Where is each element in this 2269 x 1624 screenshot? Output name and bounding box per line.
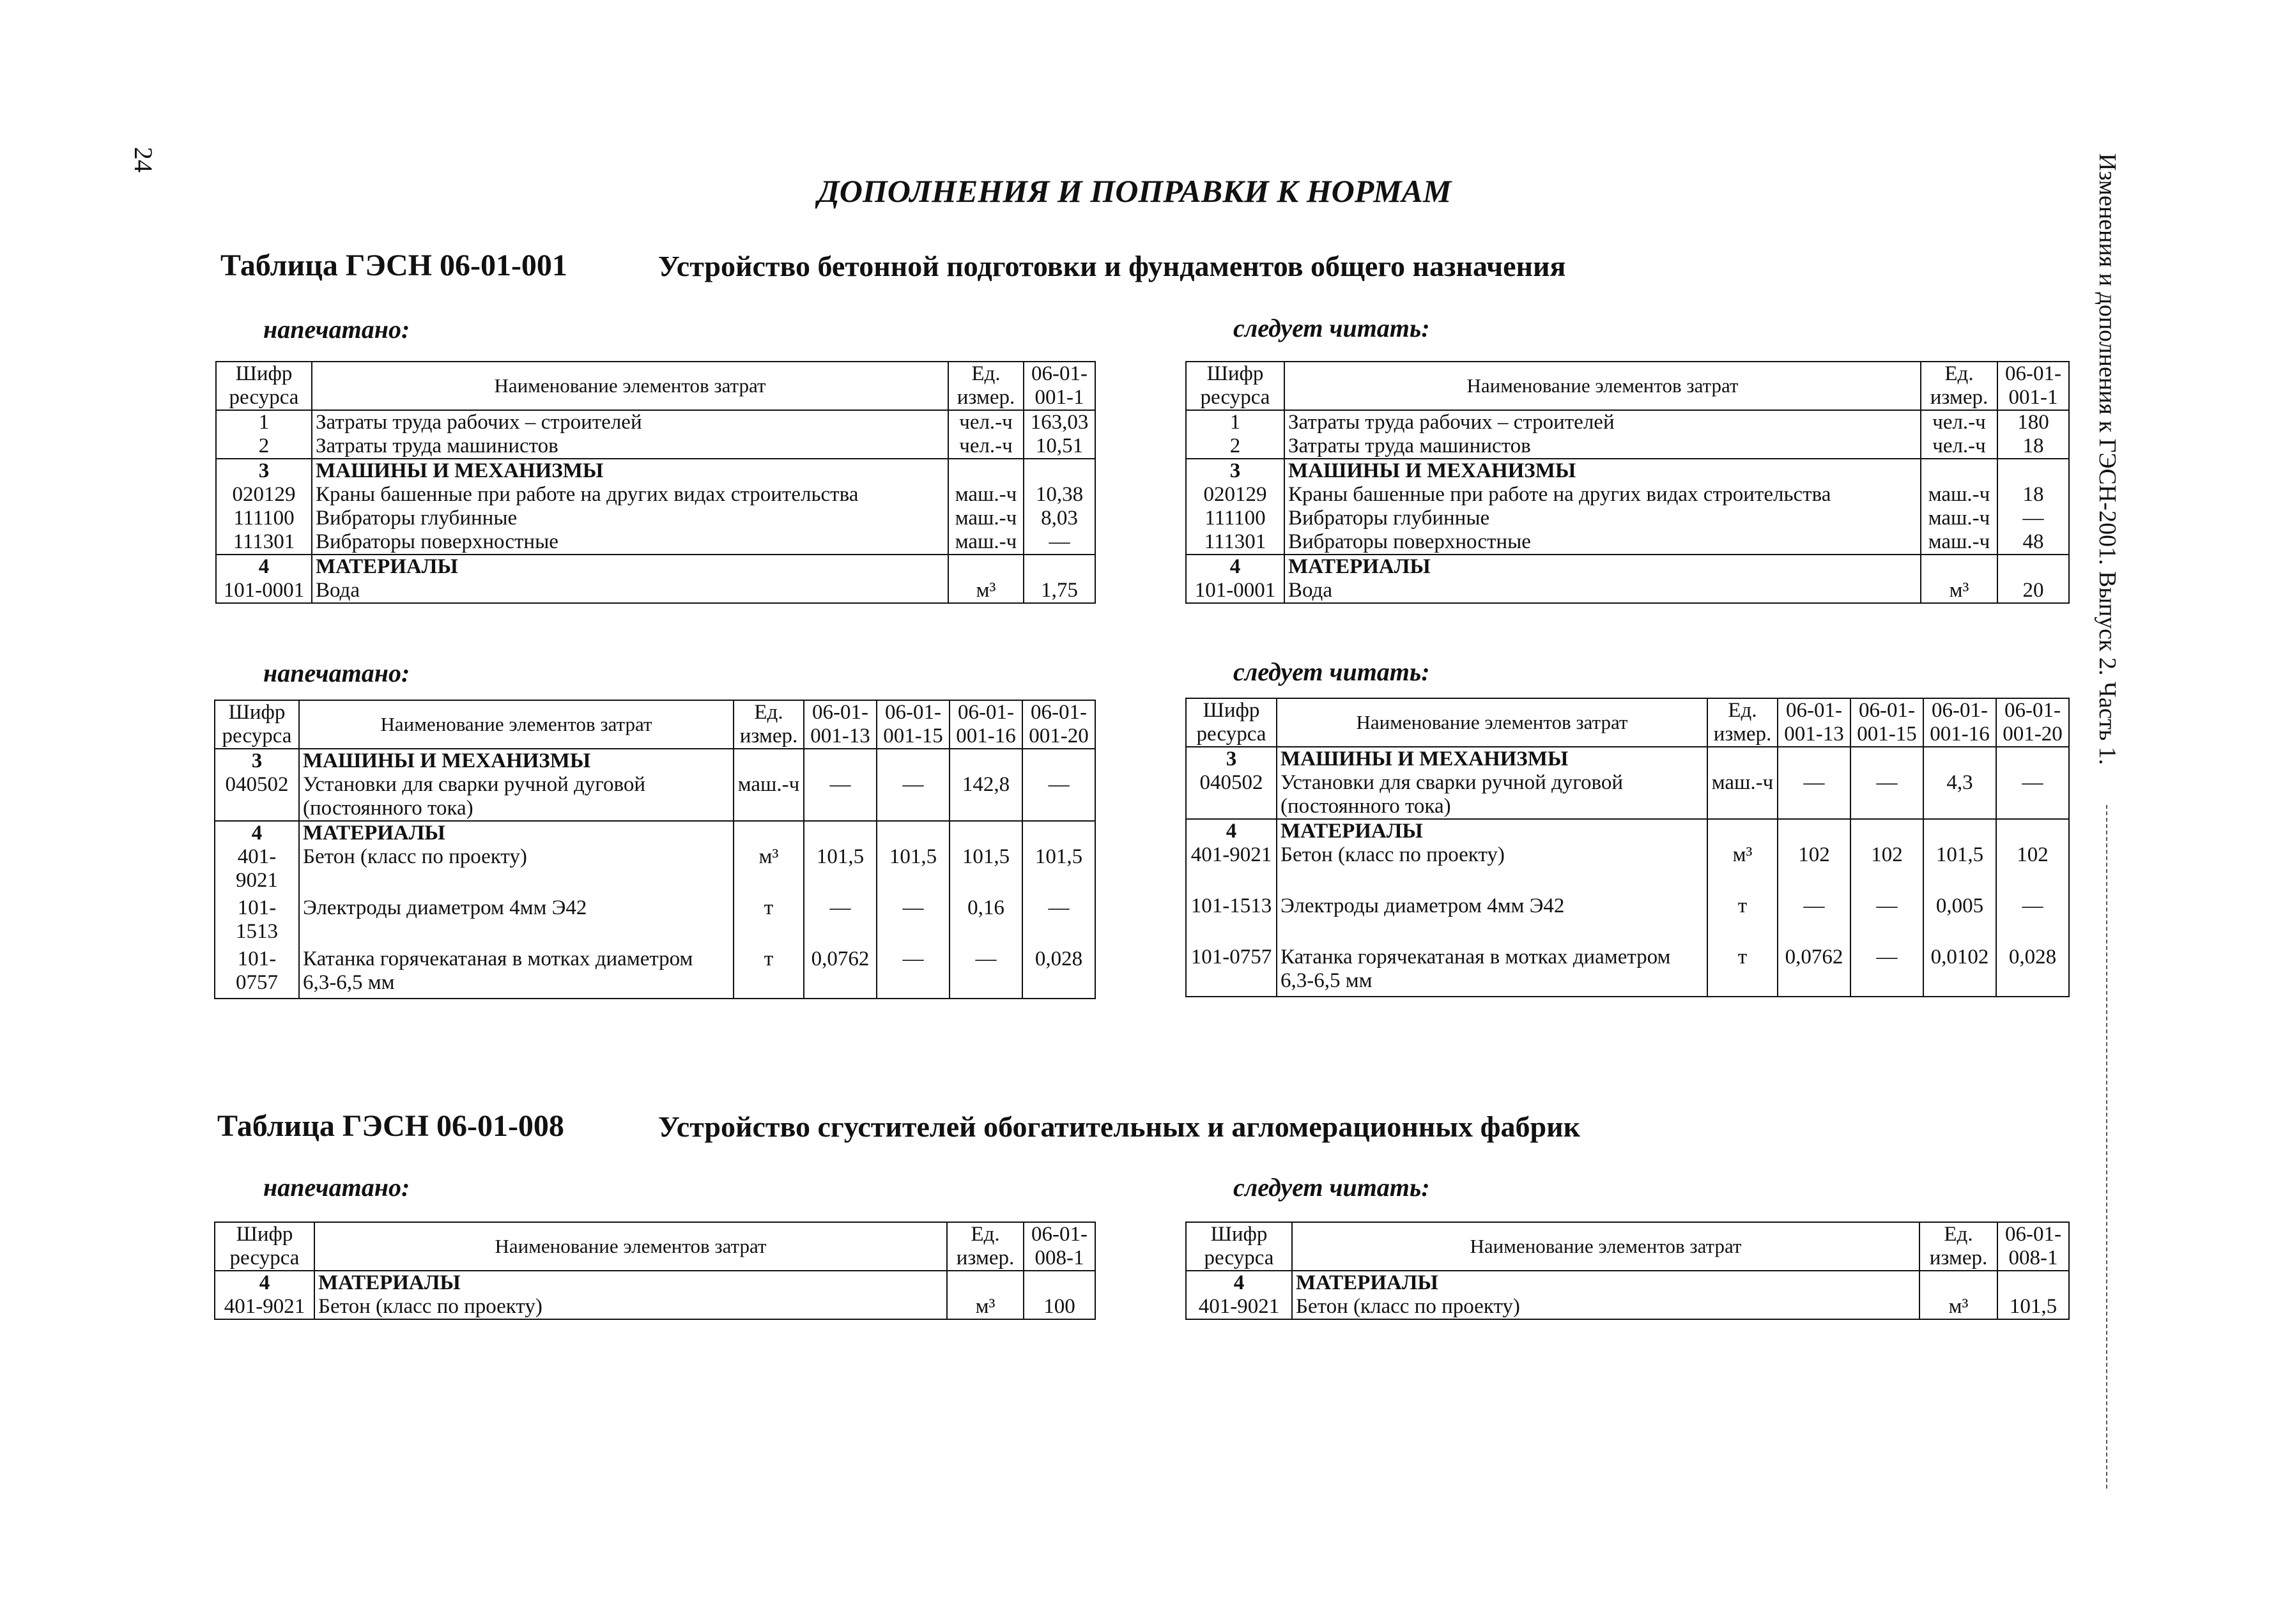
- cell-value: [1997, 555, 2069, 579]
- cell-value: [877, 821, 950, 845]
- cell-value: 1,75: [1024, 579, 1095, 603]
- cell-value: 102: [1850, 843, 1923, 894]
- table-06-01-008-printed: [214, 1222, 1096, 1320]
- header-name: Наименование элементов затрат: [299, 700, 734, 749]
- cell-value: 0,16: [950, 896, 1022, 947]
- cell-value: 101,5: [950, 845, 1022, 896]
- cell-unit: [1919, 1271, 1997, 1295]
- cell-unit: маш.-ч: [948, 530, 1024, 555]
- table-row: [1186, 771, 2069, 819]
- header-code: Шифр ресурса: [215, 700, 299, 749]
- table-row: [216, 410, 1095, 434]
- table-row: [1186, 819, 2069, 843]
- table-06-01-008-correct: [1185, 1222, 2070, 1320]
- cell-unit: [1707, 747, 1778, 771]
- cell-value: 8,03: [1024, 507, 1095, 530]
- table-row: [1186, 410, 2069, 434]
- header-name: Наименование элементов затрат: [312, 362, 948, 410]
- cell-name: Вибраторы поверхностные: [312, 530, 948, 555]
- table-code-06-01-001: Таблица ГЭСН 06-01-001: [220, 249, 567, 282]
- cell-value: 4,3: [1923, 771, 1996, 819]
- cell-unit: чел.-ч: [948, 434, 1024, 459]
- cell-value: 101,5: [1923, 843, 1996, 894]
- header-name: Наименование элементов затрат: [1284, 362, 1921, 410]
- table-code-06-01-008: Таблица ГЭСН 06-01-008: [217, 1109, 564, 1143]
- cell-name: Установки для сварки ручной дуговой (постоянного тока): [1277, 771, 1707, 819]
- cell-unit: м³: [947, 1295, 1024, 1319]
- table-row: [216, 507, 1095, 530]
- header-name: Наименование элементов затрат: [314, 1222, 947, 1271]
- cell-value: 100: [1024, 1295, 1095, 1319]
- cell-code: 101-0757: [215, 947, 299, 999]
- cell-section-title: МАШИНЫ И МЕХАНИЗМЫ: [312, 459, 948, 483]
- table-row: [216, 555, 1095, 579]
- cell-name: Вибраторы глубинные: [312, 507, 948, 530]
- cell-value: 18: [1997, 434, 2069, 459]
- header-norm: 06-01-008-1: [1997, 1222, 2069, 1271]
- cell-code: 020129: [1186, 483, 1284, 507]
- cell-value: —: [1850, 771, 1923, 819]
- cell-value: —: [1778, 771, 1850, 819]
- running-title-vertical: Изменения и дополнения к ГЭСН-2001. Выпуск 2. Часть 1.: [2094, 153, 2121, 765]
- cell-value: 10,38: [1024, 483, 1095, 507]
- table-title-06-01-008: Устройство сгустителей обогатительных и агломерационных фабрик: [658, 1110, 1581, 1143]
- cell-value: —: [1850, 894, 1923, 946]
- cell-section-title: МАТЕРИАЛЫ: [299, 821, 734, 845]
- cell-unit: м³: [1707, 843, 1778, 894]
- header-norm: 06-01-001-15: [1850, 698, 1923, 747]
- cell-code: 111100: [1186, 507, 1284, 530]
- cell-value: 10,51: [1024, 434, 1095, 459]
- cell-section-title: МАТЕРИАЛЫ: [312, 555, 948, 579]
- cell-name: Краны башенные при работе на других видах строительства: [1284, 483, 1921, 507]
- cell-code: 101-1513: [215, 896, 299, 947]
- header-norm: 06-01-001-1: [1024, 362, 1095, 410]
- cell-name: Бетон (класс по проекту): [314, 1295, 947, 1319]
- table-row: [215, 1271, 1095, 1295]
- cell-section-title: МАШИНЫ И МЕХАНИЗМЫ: [299, 749, 734, 773]
- cell-value: [1997, 1271, 2069, 1295]
- cell-code: 111100: [216, 507, 312, 530]
- cell-code: 4: [216, 555, 312, 579]
- cell-value: 0,0762: [1778, 946, 1850, 997]
- cell-section-title: МАТЕРИАЛЫ: [1292, 1271, 1919, 1295]
- table-row: [1186, 434, 2069, 459]
- table-row: [215, 773, 1095, 821]
- cell-section-title: МАТЕРИАЛЫ: [314, 1271, 947, 1295]
- cell-name: Электроды диаметром 4мм Э42: [299, 896, 734, 947]
- header-code: Шифр ресурса: [1186, 698, 1277, 747]
- cell-name: Бетон (класс по проекту): [299, 845, 734, 896]
- cell-code: 4: [1186, 1271, 1292, 1295]
- cell-value: 101,5: [1997, 1295, 2069, 1319]
- table-row: [215, 749, 1095, 773]
- label-printed: напечатано:: [263, 1173, 410, 1202]
- cell-unit: [948, 459, 1024, 483]
- header-unit: Ед. измер.: [1921, 362, 1997, 410]
- cell-value: —: [804, 896, 877, 947]
- cell-code: 020129: [216, 483, 312, 507]
- cell-unit: [1921, 459, 1997, 483]
- cell-value: —: [1778, 894, 1850, 946]
- table-header-row: [1186, 698, 2069, 747]
- cell-value: —: [1996, 894, 2069, 946]
- cell-code: 3: [1186, 459, 1284, 483]
- cell-unit: [734, 749, 804, 773]
- header-norm: 06-01-001-15: [877, 700, 950, 749]
- table-06-01-001-correct: [1185, 361, 2070, 604]
- cell-value: —: [1022, 896, 1095, 947]
- cell-value: —: [804, 773, 877, 821]
- cell-unit: чел.-ч: [1921, 434, 1997, 459]
- header-unit: Ед. измер.: [1707, 698, 1778, 747]
- header-unit: Ед. измер.: [734, 700, 804, 749]
- table-row: [215, 947, 1095, 999]
- cell-section-title: МАШИНЫ И МЕХАНИЗМЫ: [1277, 747, 1707, 771]
- cell-unit: м³: [1919, 1295, 1997, 1319]
- cell-unit: т: [1707, 946, 1778, 997]
- cell-unit: [948, 555, 1024, 579]
- cell-value: [1996, 747, 2069, 771]
- cell-code: 040502: [1186, 771, 1277, 819]
- cell-value: [1923, 819, 1996, 843]
- header-unit: Ед. измер.: [1919, 1222, 1997, 1271]
- cell-name: Установки для сварки ручной дуговой (постоянного тока): [299, 773, 734, 821]
- table-row: [216, 434, 1095, 459]
- cell-code: 101-0757: [1186, 946, 1277, 997]
- cell-section-title: МАШИНЫ И МЕХАНИЗМЫ: [1284, 459, 1921, 483]
- page-number: 24: [129, 147, 158, 172]
- page-header: ДОПОЛНЕНИЯ И ПОПРАВКИ К НОРМАМ: [817, 173, 1452, 209]
- table-row: [1186, 459, 2069, 483]
- cell-value: [1778, 747, 1850, 771]
- cell-code: 101-0001: [216, 579, 312, 603]
- cell-unit: [1921, 555, 1997, 579]
- cell-value: [950, 821, 1022, 845]
- cell-value: [1022, 749, 1095, 773]
- cell-value: —: [1996, 771, 2069, 819]
- table-row: [1186, 843, 2069, 894]
- cell-value: [950, 749, 1022, 773]
- cell-code: 401-9021: [1186, 1295, 1292, 1319]
- cell-value: —: [1997, 507, 2069, 530]
- table-row: [1186, 894, 2069, 946]
- cell-unit: [947, 1271, 1024, 1295]
- table-row: [215, 845, 1095, 896]
- table-header-row: [215, 700, 1095, 749]
- header-code: Шифр ресурса: [1186, 362, 1284, 410]
- cell-code: 2: [1186, 434, 1284, 459]
- header-norm: 06-01-001-13: [804, 700, 877, 749]
- label-should-read: следует читать:: [1233, 314, 1430, 342]
- header-name: Наименование элементов затрат: [1277, 698, 1707, 747]
- cell-unit: т: [1707, 894, 1778, 946]
- cell-value: [1778, 819, 1850, 843]
- cell-code: 111301: [216, 530, 312, 555]
- cell-value: 48: [1997, 530, 2069, 555]
- cell-value: 18: [1997, 483, 2069, 507]
- cell-name: Краны башенные при работе на других видах строительства: [312, 483, 948, 507]
- header-unit: Ед. измер.: [948, 362, 1024, 410]
- cell-value: 20: [1997, 579, 2069, 603]
- cell-value: 0,028: [1022, 947, 1095, 999]
- table-row: [1186, 507, 2069, 530]
- cell-value: [1024, 555, 1095, 579]
- cell-unit: маш.-ч: [1921, 483, 1997, 507]
- cell-value: [1850, 819, 1923, 843]
- cell-value: —: [1022, 773, 1095, 821]
- cell-code: 3: [215, 749, 299, 773]
- header-norm: 06-01-001-16: [1923, 698, 1996, 747]
- table-header-row: [215, 1222, 1095, 1271]
- table-row: [215, 821, 1095, 845]
- cell-value: [804, 749, 877, 773]
- cell-unit: м³: [1921, 579, 1997, 603]
- margin-dashed-line: [2106, 805, 2107, 1489]
- label-should-read: следует читать:: [1233, 1173, 1430, 1202]
- cell-value: [1923, 747, 1996, 771]
- cell-value: 180: [1997, 410, 2069, 434]
- cell-code: 4: [1186, 819, 1277, 843]
- cell-value: 101,5: [1022, 845, 1095, 896]
- cell-code: 4: [215, 821, 299, 845]
- cell-name: Вибраторы поверхностные: [1284, 530, 1921, 555]
- table-row: [216, 579, 1095, 603]
- header-norm: 06-01-001-20: [1022, 700, 1095, 749]
- cell-unit: маш.-ч: [948, 483, 1024, 507]
- cell-unit: маш.-ч: [734, 773, 804, 821]
- cell-name: Вибраторы глубинные: [1284, 507, 1921, 530]
- cell-code: 2: [216, 434, 312, 459]
- cell-value: 0,0762: [804, 947, 877, 999]
- cell-code: 1: [1186, 410, 1284, 434]
- cell-value: 102: [1778, 843, 1850, 894]
- table-row: [216, 530, 1095, 555]
- cell-value: [1850, 747, 1923, 771]
- cell-name: Бетон (класс по проекту): [1277, 843, 1707, 894]
- cell-value: 0,0102: [1923, 946, 1996, 997]
- cell-code: 4: [1186, 555, 1284, 579]
- label-printed: напечатано:: [263, 315, 410, 344]
- cell-code: 101-1513: [1186, 894, 1277, 946]
- cell-unit: чел.-ч: [1921, 410, 1997, 434]
- table-row: [215, 896, 1095, 947]
- cell-name: Затраты труда машинистов: [312, 434, 948, 459]
- table-row: [1186, 946, 2069, 997]
- cell-value: [1024, 459, 1095, 483]
- cell-code: 1: [216, 410, 312, 434]
- cell-value: —: [877, 947, 950, 999]
- cell-name: Затраты труда машинистов: [1284, 434, 1921, 459]
- cell-value: —: [877, 896, 950, 947]
- cell-code: 111301: [1186, 530, 1284, 555]
- table-row: [1186, 555, 2069, 579]
- cell-value: [804, 821, 877, 845]
- cell-value: [1024, 1271, 1095, 1295]
- cell-section-title: МАТЕРИАЛЫ: [1277, 819, 1707, 843]
- cell-name: Катанка горячекатаная в мотках диаметром 6,3-6,5 мм: [1277, 946, 1707, 997]
- cell-value: —: [1024, 530, 1095, 555]
- cell-code: 4: [215, 1271, 314, 1295]
- cell-value: [1022, 821, 1095, 845]
- cell-unit: чел.-ч: [948, 410, 1024, 434]
- header-code: Шифр ресурса: [1186, 1222, 1292, 1271]
- cell-code: 3: [1186, 747, 1277, 771]
- table-row: [1186, 747, 2069, 771]
- cell-unit: т: [734, 896, 804, 947]
- cell-unit: [734, 821, 804, 845]
- cell-code: 401-9021: [215, 845, 299, 896]
- cell-value: 0,028: [1996, 946, 2069, 997]
- cell-code: 401-9021: [1186, 843, 1277, 894]
- cell-unit: м³: [948, 579, 1024, 603]
- cell-name: Катанка горячекатаная в мотках диаметром 6,3-6,5 мм: [299, 947, 734, 999]
- cell-name: Затраты труда рабочих – строителей: [1284, 410, 1921, 434]
- cell-name: Затраты труда рабочих – строителей: [312, 410, 948, 434]
- cell-unit: т: [734, 947, 804, 999]
- table-row: [1186, 579, 2069, 603]
- cell-value: —: [950, 947, 1022, 999]
- cell-code: 040502: [215, 773, 299, 821]
- table-row: [216, 459, 1095, 483]
- header-norm: 06-01-008-1: [1024, 1222, 1095, 1271]
- table-06-01-001-printed: [215, 361, 1096, 604]
- cell-value: 163,03: [1024, 410, 1095, 434]
- table-row: [216, 483, 1095, 507]
- table-row: [1186, 1295, 2069, 1319]
- label-printed: напечатано:: [263, 659, 410, 687]
- cell-code: 101-0001: [1186, 579, 1284, 603]
- label-should-read: следует читать:: [1233, 657, 1430, 686]
- cell-unit: маш.-ч: [948, 507, 1024, 530]
- table-06-01-001-ext-correct: [1185, 698, 2070, 997]
- header-norm: 06-01-001-1: [1997, 362, 2069, 410]
- header-norm: 06-01-001-13: [1778, 698, 1850, 747]
- cell-unit: маш.-ч: [1921, 507, 1997, 530]
- cell-value: 142,8: [950, 773, 1022, 821]
- table-row: [1186, 483, 2069, 507]
- cell-value: —: [1850, 946, 1923, 997]
- cell-value: 101,5: [804, 845, 877, 896]
- table-row: [1186, 1271, 2069, 1295]
- table-header-row: [216, 362, 1095, 410]
- cell-unit: [1707, 819, 1778, 843]
- table-row: [215, 1295, 1095, 1319]
- header-code: Шифр ресурса: [216, 362, 312, 410]
- table-06-01-001-ext-printed: [214, 700, 1096, 999]
- table-title-06-01-001: Устройство бетонной подготовки и фундаментов общего назначения: [658, 250, 1566, 282]
- table-header-row: [1186, 362, 2069, 410]
- cell-unit: м³: [734, 845, 804, 896]
- cell-value: [1996, 819, 2069, 843]
- table-row: [1186, 530, 2069, 555]
- cell-value: [1997, 459, 2069, 483]
- header-code: Шифр ресурса: [215, 1222, 314, 1271]
- cell-value: 0,005: [1923, 894, 1996, 946]
- cell-code: 401-9021: [215, 1295, 314, 1319]
- cell-code: 3: [216, 459, 312, 483]
- cell-unit: маш.-ч: [1921, 530, 1997, 555]
- header-unit: Ед. измер.: [947, 1222, 1024, 1271]
- cell-name: Бетон (класс по проекту): [1292, 1295, 1919, 1319]
- table-header-row: [1186, 1222, 2069, 1271]
- cell-name: Электроды диаметром 4мм Э42: [1277, 894, 1707, 946]
- cell-name: Вода: [1284, 579, 1921, 603]
- cell-value: [877, 749, 950, 773]
- header-norm: 06-01-001-20: [1996, 698, 2069, 747]
- cell-name: Вода: [312, 579, 948, 603]
- cell-unit: маш.-ч: [1707, 771, 1778, 819]
- cell-value: —: [877, 773, 950, 821]
- cell-section-title: МАТЕРИАЛЫ: [1284, 555, 1921, 579]
- cell-value: 102: [1996, 843, 2069, 894]
- header-name: Наименование элементов затрат: [1292, 1222, 1919, 1271]
- cell-value: 101,5: [877, 845, 950, 896]
- header-norm: 06-01-001-16: [950, 700, 1022, 749]
